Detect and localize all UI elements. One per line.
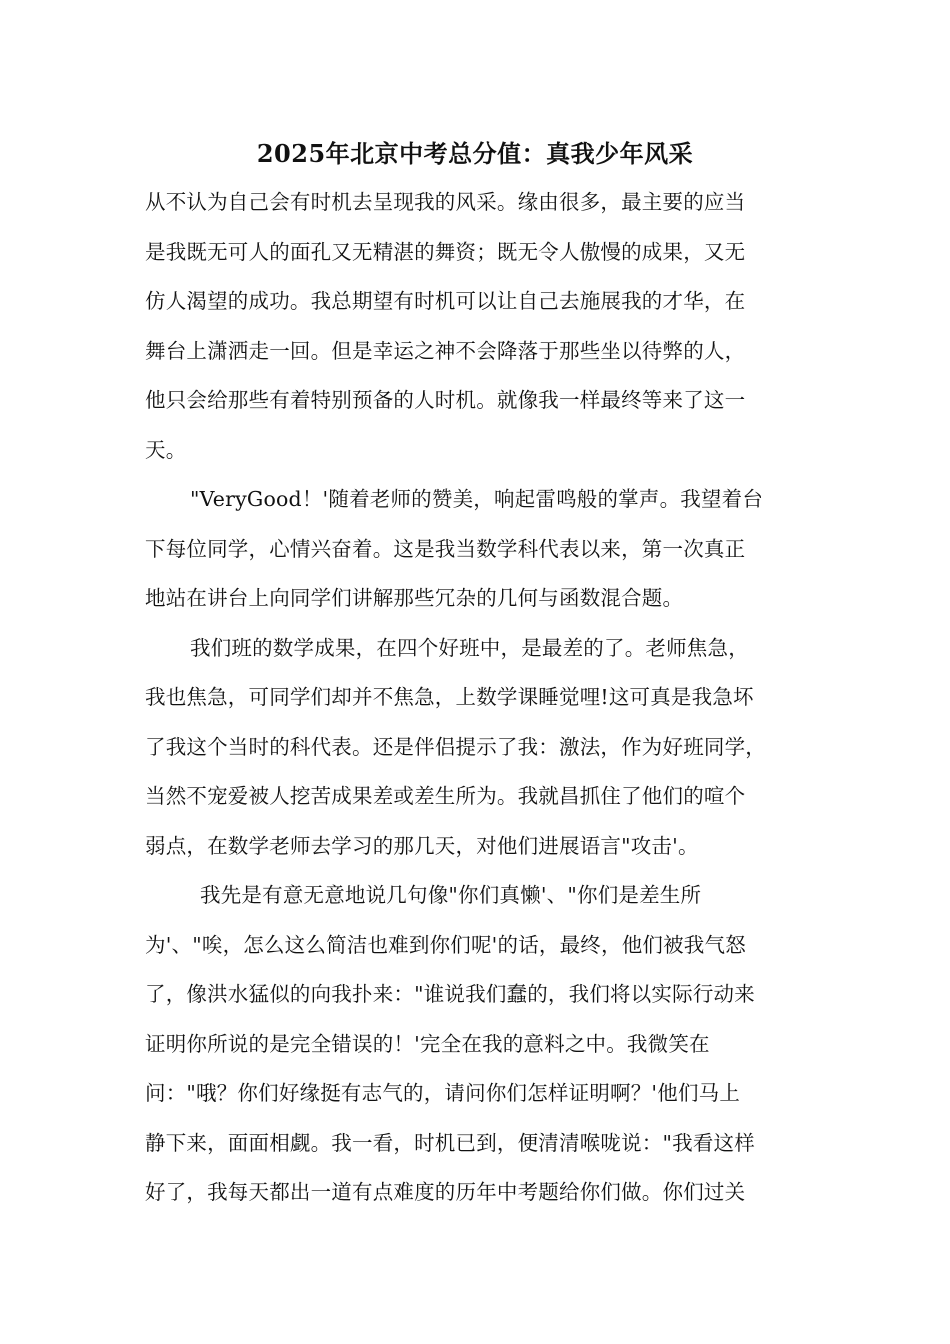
text-line: 下每位同学，心情兴奋着。这是我当数学科代表以来，第一次真正 bbox=[145, 536, 746, 561]
text-line: 我也焦急，可同学们却并不焦急，上数学课睡觉哩!这可真是我急坏 bbox=[145, 685, 754, 709]
text-line: 当然不宠爱被人挖苦成果差或差生所为。我就昌抓住了他们的喧个 bbox=[145, 784, 746, 808]
paragraph-1 bbox=[145, 178, 825, 475]
text-line: 从不认为自己会有时机去呈现我的风采。缘由很多，最主要的应当 bbox=[145, 190, 746, 214]
text-line: 问："哦？你们好缘挺有志气的，请问你们怎样证明啊？'他们马上 bbox=[145, 1081, 741, 1105]
text-line: 舞台上潇洒走一回。但是幸运之神不会降落于那些坐以待弊的人， bbox=[145, 338, 746, 363]
text-line: 为'、"唉，怎么这么简洁也难到你们呢'的话，最终，他们被我气怒 bbox=[145, 932, 746, 957]
text-line: 我们班的数学成果，在四个好班中，是最差的了。老师焦急， bbox=[190, 635, 749, 660]
text-line: 静下来，面面相觑。我一看，时机已到，便清清喉咙说："我看这样 bbox=[145, 1130, 755, 1155]
text-line: 地站在讲台上向同学们讲解那些冗杂的几何与函数混合题。 bbox=[145, 586, 684, 610]
text-line: 他只会给那些有着特别预备的人时机。就像我一样最终等来了这一 bbox=[145, 388, 746, 412]
text-line: 证明你所说的是完全错误的！'完全在我的意料之中。我微笑在 bbox=[145, 1031, 710, 1056]
paragraph-3 bbox=[145, 624, 825, 872]
text-line: 是我既无可人的面孔又无精湛的舞资；既无令人傲慢的成果，又无 bbox=[145, 239, 746, 264]
text-line: 弱点，在数学老师去学习的那几天，对他们进展语言"攻击'。 bbox=[145, 833, 699, 858]
document-body bbox=[145, 178, 825, 1218]
paragraph-4 bbox=[145, 871, 825, 1218]
text-line: 了我这个当时的科代表。还是伴侣提示了我：激法，作为好班同学， bbox=[145, 734, 766, 759]
text-line: 好了，我每天都出一道有点难度的历年中考题给你们做。你们过关 bbox=[145, 1180, 746, 1204]
paragraph-2 bbox=[145, 475, 825, 624]
text-line: 天。 bbox=[145, 437, 187, 462]
text-line: 仿人渴望的成功。我总期望有时机可以让自己去施展我的才华，在 bbox=[145, 289, 746, 313]
document-title: 2025年北京中考总分值：真我少年风采 bbox=[256, 139, 694, 168]
text-line: "VeryGood！'随着老师的赞美，响起雷鸣般的掌声。我望着台 bbox=[190, 487, 764, 511]
text-line: 了，像洪水猛似的向我扑来："谁说我们蠢的，我们将以实际行动来 bbox=[145, 982, 755, 1006]
text-line: 我先是有意无意地说几句像"你们真懒'、"你们是差生所 bbox=[200, 883, 702, 907]
